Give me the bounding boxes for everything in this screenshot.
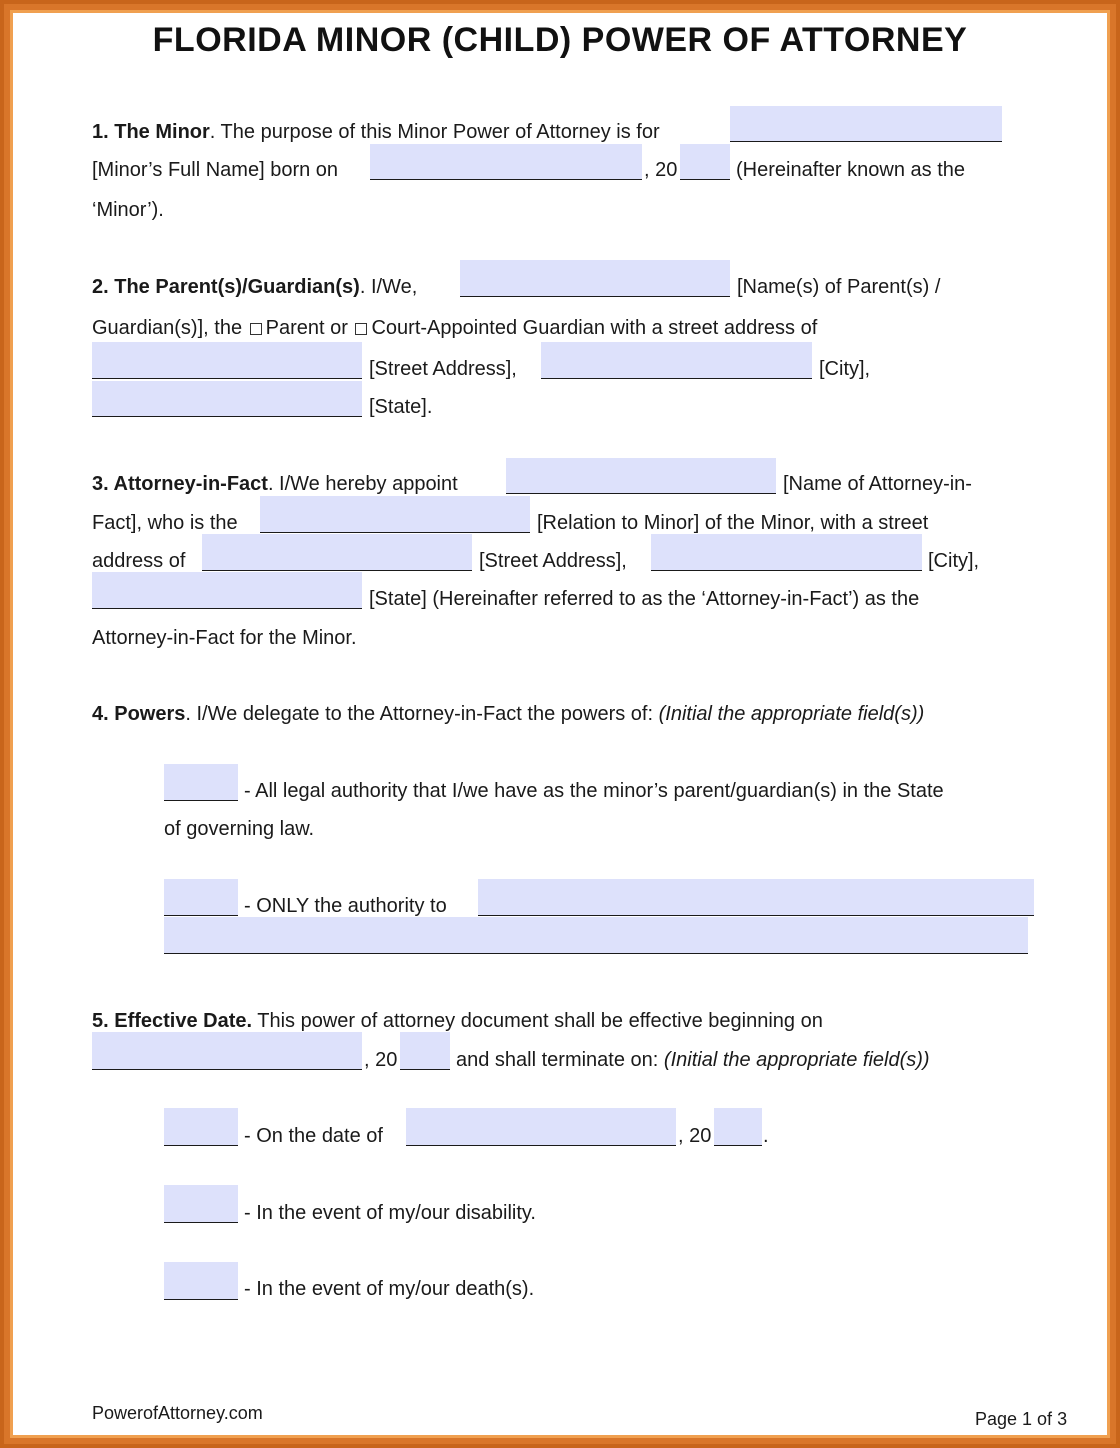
limited-authority-field-2[interactable] xyxy=(164,917,1028,954)
terminate-option-3-text: - In the event of my/our death(s). xyxy=(244,1278,535,1300)
parent-state-field[interactable] xyxy=(92,381,362,417)
limited-authority-field-1[interactable] xyxy=(478,879,1034,916)
year-prefix: , 20 xyxy=(644,159,678,181)
terminate-option-2-text: - In the event of my/our disability. xyxy=(244,1202,536,1224)
minor-name-field[interactable] xyxy=(730,106,1002,142)
section-5-note: (Initial the appropriate field(s)) xyxy=(663,1049,930,1071)
section-5-line-1: 5. Effective Date. This power of attorney document shall be effective beginning on xyxy=(92,1010,823,1032)
section-2-heading: 2. The Parent(s)/Guardian(s) xyxy=(92,276,360,298)
section-4-heading: 4. Powers xyxy=(92,703,186,725)
initial-all-authority-field[interactable] xyxy=(164,764,238,801)
section-3-text-8: [State] (Hereinafter referred to as the ‘Attorney-in-Fact’) as the xyxy=(369,588,920,610)
effective-year-field[interactable] xyxy=(400,1032,450,1070)
attorney-state-field[interactable] xyxy=(92,572,362,609)
parent-name-field[interactable] xyxy=(460,260,730,297)
section-3-text-7: [City], xyxy=(928,550,980,572)
parent-checkbox[interactable] xyxy=(250,323,262,335)
termination-period: . xyxy=(763,1125,769,1147)
power-option-1-text: - All legal authority that I/we have as the minor’s parent/guardian(s) in the State xyxy=(244,780,944,802)
section-5-line-2: and shall terminate on: (Initial the appropriate field(s)) xyxy=(456,1049,930,1071)
section-3-heading: 3. Attorney-in-Fact xyxy=(92,473,268,495)
initial-death-field[interactable] xyxy=(164,1262,238,1300)
section-1-text-2: [Minor’s Full Name] born on xyxy=(92,159,339,181)
section-3-text-4: [Relation to Minor] of the Minor, with a street xyxy=(537,512,929,534)
footer-page-number: Page 1 of 3 xyxy=(975,1409,1068,1429)
section-3-text-3: Fact], who is the xyxy=(92,512,238,534)
section-1-text-4: (Hereinafter known as the xyxy=(736,159,966,181)
parent-street-field[interactable] xyxy=(92,342,362,379)
attorney-name-field[interactable] xyxy=(506,458,776,494)
attorney-city-field[interactable] xyxy=(651,534,922,571)
section-2-text-2: [Name(s) of Parent(s) / xyxy=(737,276,941,298)
section-2-line-2: Guardian(s)], the Parent or Court-Appointed Guardian with a street address of xyxy=(92,317,818,339)
initial-on-date-field[interactable] xyxy=(164,1108,238,1146)
initial-disability-field[interactable] xyxy=(164,1185,238,1223)
section-3-text-5: address of xyxy=(92,550,186,572)
section-2-text-4: [Street Address], xyxy=(369,358,517,380)
section-4-note: (Initial the appropriate field(s)) xyxy=(658,703,925,725)
section-1-text-5: ‘Minor’). xyxy=(92,199,164,221)
effective-year-prefix: , 20 xyxy=(364,1049,398,1071)
section-3-line-1: 3. Attorney-in-Fact. I/We hereby appoint xyxy=(92,473,458,495)
document-title: FLORIDA MINOR (CHILD) POWER OF ATTORNEY xyxy=(152,21,968,59)
section-2-text-5: [City], xyxy=(819,358,871,380)
minor-birth-year-field[interactable] xyxy=(680,144,730,180)
section-3-text-6: [Street Address], xyxy=(479,550,627,572)
parent-city-field[interactable] xyxy=(541,342,812,379)
footer-site: PowerofAttorney.com xyxy=(92,1403,263,1423)
termination-year-prefix: , 20 xyxy=(678,1125,712,1147)
section-1-line-1: 1. The Minor. The purpose of this Minor Power of Attorney is for xyxy=(92,121,660,143)
court-guardian-checkbox[interactable] xyxy=(355,323,367,335)
power-option-2-text: - ONLY the authority to xyxy=(244,895,447,917)
section-1-heading: 1. The Minor xyxy=(92,121,210,143)
attorney-relation-field[interactable] xyxy=(260,496,530,533)
termination-date-field[interactable] xyxy=(406,1108,676,1146)
power-option-1-text-2: of governing law. xyxy=(164,818,315,840)
terminate-option-1-text: - On the date of xyxy=(244,1125,383,1147)
effective-date-field[interactable] xyxy=(92,1032,362,1070)
section-3-text-9: Attorney-in-Fact for the Minor. xyxy=(92,627,357,649)
attorney-street-field[interactable] xyxy=(202,534,472,571)
termination-year-field[interactable] xyxy=(714,1108,762,1146)
section-2-text-6: [State]. xyxy=(369,396,433,418)
initial-limited-authority-field[interactable] xyxy=(164,879,238,916)
section-4-line-1: 4. Powers. I/We delegate to the Attorney-in-Fact the powers of: (Initial the appropriate field(s)) xyxy=(92,703,925,725)
section-2-line-1: 2. The Parent(s)/Guardian(s). I/We, xyxy=(92,276,418,298)
section-5-heading: 5. Effective Date. xyxy=(92,1010,253,1032)
minor-birthdate-field[interactable] xyxy=(370,144,642,180)
section-3-text-2: [Name of Attorney-in- xyxy=(783,473,972,495)
